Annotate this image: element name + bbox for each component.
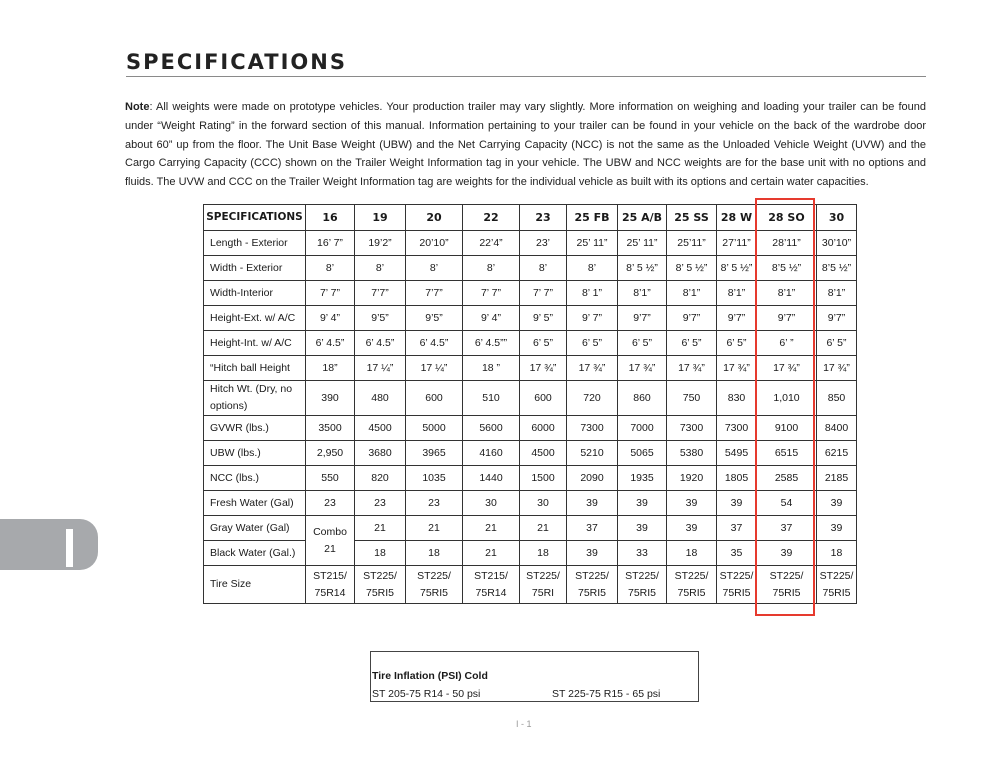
row-label: Hitch Wt. (Dry, no options) (204, 381, 306, 416)
tire-size-line: 75RI5 (419, 586, 449, 599)
model-header: 22 (463, 205, 520, 231)
spec-row (204, 231, 857, 256)
value-cell: 22’4” (463, 231, 520, 256)
value-cell: 1,010 (757, 381, 817, 416)
tire-size-line: 75RI5 (722, 586, 751, 599)
tire-size-cell (567, 566, 618, 604)
value-cell: 4500 (520, 441, 567, 466)
tire-size-line: ST215/ (474, 569, 508, 582)
model-header: 28 SO (757, 205, 817, 231)
value-cell: 830 (717, 381, 757, 416)
value-cell: 9’5” (355, 306, 406, 331)
value-cell: 9’7” (817, 306, 857, 331)
value-cell: 850 (817, 381, 857, 416)
tire-size-line: 75R14 (314, 586, 346, 599)
row-label: Tire Size (204, 566, 306, 604)
model-header: 25 A/B (618, 205, 667, 231)
value-cell: 6’ 5” (618, 331, 667, 356)
value-cell: 7000 (618, 416, 667, 441)
value-cell: 6’ 5” (567, 331, 618, 356)
value-cell: 8’ (567, 256, 618, 281)
value-cell: 28’11” (757, 231, 817, 256)
value-cell: 6’ ” (757, 331, 817, 356)
tire-size-cell (817, 566, 857, 604)
tire-size-cell (618, 566, 667, 604)
tire-size-line: 75RI5 (365, 586, 395, 599)
spec-row (204, 566, 857, 604)
value-cell: 18” (306, 356, 355, 381)
value-cell: 1805 (717, 466, 757, 491)
value-cell: 30’10” (817, 231, 857, 256)
model-header: 23 (520, 205, 567, 231)
value-cell: 23 (406, 491, 463, 516)
tire-inflation-box (370, 651, 699, 702)
tire-size-line: ST225/ (674, 569, 709, 582)
value-cell: 8’5 ½” (817, 256, 857, 281)
value-cell: 9100 (757, 416, 817, 441)
value-cell: 25’ 11” (567, 231, 618, 256)
row-label: Width-Interior (204, 281, 306, 306)
value-cell: 39 (618, 491, 667, 516)
value-cell: 54 (757, 491, 817, 516)
value-cell: 4500 (355, 416, 406, 441)
row-label: Length - Exterior (204, 231, 306, 256)
row-label: Width - Exterior (204, 256, 306, 281)
value-cell: 8’5 ½” (757, 256, 817, 281)
value-cell: 39 (667, 491, 717, 516)
value-cell: 8’1” (667, 281, 717, 306)
value-cell: 8’1” (717, 281, 757, 306)
value-cell: 6’ 4.5” (406, 331, 463, 356)
value-cell: 16’ 7” (306, 231, 355, 256)
value-cell: 6’ 5” (717, 331, 757, 356)
row-label: Height-Int. w/ A/C (204, 331, 306, 356)
value-cell: 510 (463, 381, 520, 416)
value-cell: 7’ 7” (520, 281, 567, 306)
tire-size-cell (306, 566, 355, 604)
spec-row (204, 491, 857, 516)
value-cell: 30 (463, 491, 520, 516)
value-cell: 6’ 4.5” (306, 331, 355, 356)
tire-size-cell (463, 566, 520, 604)
value-cell: 39 (667, 516, 717, 541)
tire-size-line: ST225/ (417, 569, 451, 582)
value-cell: 860 (618, 381, 667, 416)
value-cell: 1035 (406, 466, 463, 491)
value-cell: 39 (757, 541, 817, 566)
model-header: 16 (306, 205, 355, 231)
value-cell: 6’ 5” (667, 331, 717, 356)
value-cell: 8’ (406, 256, 463, 281)
value-cell: 39 (567, 541, 618, 566)
value-cell: 6’ 5” (520, 331, 567, 356)
value-cell: 17 ¼” (355, 356, 406, 381)
value-cell: 5380 (667, 441, 717, 466)
value-cell: 8’ 1” (567, 281, 618, 306)
spec-row (204, 516, 857, 541)
page-title: SPECIFICATIONS (126, 50, 347, 74)
spec-row (204, 381, 857, 416)
model-header: 28 W (717, 205, 757, 231)
value-cell: 9’7” (757, 306, 817, 331)
row-label: “Hitch ball Height (204, 356, 306, 381)
value-cell: 8’ (306, 256, 355, 281)
value-cell: 17 ¾” (717, 356, 757, 381)
spec-row (204, 416, 857, 441)
tire-inflation-r14: ST 205-75 R14 - 50 psi (372, 688, 481, 700)
value-cell: 2585 (757, 466, 817, 491)
value-cell: 8’ (520, 256, 567, 281)
tire-size-line: ST225/ (719, 569, 754, 582)
value-cell: 17 ¼” (406, 356, 463, 381)
value-cell: 550 (306, 466, 355, 491)
value-cell: 37 (717, 516, 757, 541)
value-cell: 9’ 7” (567, 306, 618, 331)
value-cell: 5000 (406, 416, 463, 441)
tire-size-line: ST225/ (769, 569, 804, 582)
tire-size-line: ST225/ (819, 569, 854, 582)
value-cell: 1440 (463, 466, 520, 491)
spec-row (204, 356, 857, 381)
value-cell: 7300 (717, 416, 757, 441)
value-cell: 18 (355, 541, 406, 566)
tire-inflation-r15: ST 225-75 R15 - 65 psi (552, 688, 661, 700)
specifications-table (203, 204, 857, 604)
value-cell: 9’7” (667, 306, 717, 331)
value-cell: 18 (667, 541, 717, 566)
tire-inflation-title: Tire Inflation (PSI) Cold (372, 670, 488, 682)
spec-row (204, 306, 857, 331)
value-cell: 7300 (567, 416, 618, 441)
spec-row (204, 541, 857, 566)
value-cell: 480 (355, 381, 406, 416)
value-cell: 6’ 5” (817, 331, 857, 356)
value-cell: 8’ 5 ½” (667, 256, 717, 281)
value-cell: 8’ (463, 256, 520, 281)
spec-row (204, 331, 857, 356)
value-cell: 17 ¾” (567, 356, 618, 381)
value-cell: 3680 (355, 441, 406, 466)
value-cell: 18 (520, 541, 567, 566)
value-cell: 20’10” (406, 231, 463, 256)
value-cell: 21 (463, 516, 520, 541)
value-cell (306, 516, 355, 566)
value-cell: 600 (406, 381, 463, 416)
spec-row (204, 441, 857, 466)
value-cell: 8’1” (618, 281, 667, 306)
value-cell: 720 (567, 381, 618, 416)
value-cell: 4160 (463, 441, 520, 466)
tire-size-line: ST225/ (363, 569, 397, 582)
tire-size-line: 75RI5 (822, 586, 851, 599)
value-cell: 27’11” (717, 231, 757, 256)
value-cell: 39 (817, 491, 857, 516)
tire-size-cell (757, 566, 817, 604)
value-cell: 23’ (520, 231, 567, 256)
value-cell: 8400 (817, 416, 857, 441)
value-cell: 30 (520, 491, 567, 516)
tire-size-cell (667, 566, 717, 604)
value-cell: 7’7” (406, 281, 463, 306)
value-cell: 3965 (406, 441, 463, 466)
value-cell: 39 (567, 491, 618, 516)
value-cell: 17 ¾” (757, 356, 817, 381)
value-cell: 19’2” (355, 231, 406, 256)
value-cell: 8’ 5 ½” (618, 256, 667, 281)
value-cell: 17 ¾” (520, 356, 567, 381)
value-cell: 6’ 4.5”” (463, 331, 520, 356)
model-header: 19 (355, 205, 406, 231)
value-cell: 33 (618, 541, 667, 566)
spec-row (204, 256, 857, 281)
tire-size-cell (406, 566, 463, 604)
row-label: Fresh Water (Gal) (204, 491, 306, 516)
value-cell: 8’ 5 ½” (717, 256, 757, 281)
page-number: I - 1 (516, 719, 532, 729)
spec-row (204, 466, 857, 491)
value-cell: 2,950 (306, 441, 355, 466)
value-cell: 9’7” (717, 306, 757, 331)
header-row (204, 205, 857, 231)
value-cell: 17 ¾” (618, 356, 667, 381)
model-header: 30 (817, 205, 857, 231)
value-cell: 18 (406, 541, 463, 566)
value-cell: 23 (306, 491, 355, 516)
value-cell: 5210 (567, 441, 618, 466)
row-label: Black Water (Gal.) (204, 541, 306, 566)
gray-water-combo: Combo (313, 525, 347, 538)
value-cell: 9’ 5” (520, 306, 567, 331)
value-cell: 7300 (667, 416, 717, 441)
model-header: 25 SS (667, 205, 717, 231)
model-header: 25 FB (567, 205, 618, 231)
value-cell: 750 (667, 381, 717, 416)
value-cell: 25’ 11” (618, 231, 667, 256)
tire-size-line: ST225/ (625, 569, 659, 582)
tire-size-line: ST225/ (575, 569, 609, 582)
value-cell: 35 (717, 541, 757, 566)
value-cell: 17 ¾” (667, 356, 717, 381)
note-lead: Note (125, 101, 150, 113)
value-cell: 7’7” (355, 281, 406, 306)
value-cell: 820 (355, 466, 406, 491)
value-cell: 39 (618, 516, 667, 541)
value-cell: 1920 (667, 466, 717, 491)
value-cell: 1935 (618, 466, 667, 491)
tire-size-line: 75RI5 (627, 586, 657, 599)
value-cell: 6215 (817, 441, 857, 466)
value-cell: 6000 (520, 416, 567, 441)
value-cell: 8’1” (757, 281, 817, 306)
value-cell: 7’ 7” (463, 281, 520, 306)
note-paragraph (125, 98, 926, 192)
value-cell: 9’5” (406, 306, 463, 331)
value-cell: 23 (355, 491, 406, 516)
model-header: 20 (406, 205, 463, 231)
note-text: : All weights were made on prototype vehicles. Your production trailer may vary slightly. More information on weighing and loading your trailer can be found under “Weight Rating” in the forward section of this manual. Information pertaining to your trailer can be found in your vehicle on the back of the wardrobe door about 60” up from the floor. The Unit Base Weight (UBW) and the Net Carrying Capacity (NCC) is not the same as the Unloaded Vehicle Weight (UVW) and the Cargo Carrying Capacity (CCC) shown on the Trailer Weight Information tag in your vehicle. The UBW and NCC weights are for the base unit with no options and fluids. The UVW and CCC on the Trailer Weight Information tag are weights for the individual vehicle as built with its options and certain water capacities. (125, 101, 926, 189)
black-water-combo: 21 (324, 542, 336, 555)
tire-size-line: ST215/ (313, 569, 347, 582)
value-cell: 25’11” (667, 231, 717, 256)
value-cell: 8’1” (817, 281, 857, 306)
value-cell: 39 (717, 491, 757, 516)
value-cell: 21 (355, 516, 406, 541)
value-cell: 18 ” (463, 356, 520, 381)
value-cell: 6515 (757, 441, 817, 466)
title-divider (126, 76, 926, 77)
value-cell: 7’ 7” (306, 281, 355, 306)
value-cell: 5065 (618, 441, 667, 466)
row-label: NCC (lbs.) (204, 466, 306, 491)
value-cell: 37 (567, 516, 618, 541)
tire-size-line: 75RI (531, 586, 555, 599)
tire-size-cell (717, 566, 757, 604)
value-cell: 600 (520, 381, 567, 416)
row-label: UBW (lbs.) (204, 441, 306, 466)
value-cell: 8’ (355, 256, 406, 281)
value-cell: 9’7” (618, 306, 667, 331)
value-cell: 2185 (817, 466, 857, 491)
header-corner: SPECIFICATIONS (204, 205, 306, 231)
value-cell: 1500 (520, 466, 567, 491)
value-cell: 390 (306, 381, 355, 416)
section-tab-marker (66, 529, 73, 567)
tire-size-line: 75RI5 (772, 586, 801, 599)
tire-size-line: 75RI5 (677, 586, 706, 599)
tire-size-line: 75R14 (475, 586, 507, 599)
value-cell: 5600 (463, 416, 520, 441)
value-cell: 18 (817, 541, 857, 566)
value-cell: 9’ 4” (463, 306, 520, 331)
value-cell: 21 (520, 516, 567, 541)
value-cell: 9’ 4” (306, 306, 355, 331)
tire-size-line: 75RI5 (577, 586, 607, 599)
spec-row (204, 281, 857, 306)
tire-size-cell (520, 566, 567, 604)
value-cell: 21 (406, 516, 463, 541)
value-cell: 2090 (567, 466, 618, 491)
value-cell: 37 (757, 516, 817, 541)
row-label: GVWR (lbs.) (204, 416, 306, 441)
section-tab (0, 519, 98, 570)
value-cell: 5495 (717, 441, 757, 466)
row-label: Gray Water (Gal) (204, 516, 306, 541)
value-cell: 21 (463, 541, 520, 566)
value-cell: 6’ 4.5” (355, 331, 406, 356)
tire-size-line: ST225/ (526, 569, 560, 582)
value-cell: 17 ¾” (817, 356, 857, 381)
tire-size-cell (355, 566, 406, 604)
value-cell: 39 (817, 516, 857, 541)
value-cell: 3500 (306, 416, 355, 441)
row-label: Height-Ext. w/ A/C (204, 306, 306, 331)
